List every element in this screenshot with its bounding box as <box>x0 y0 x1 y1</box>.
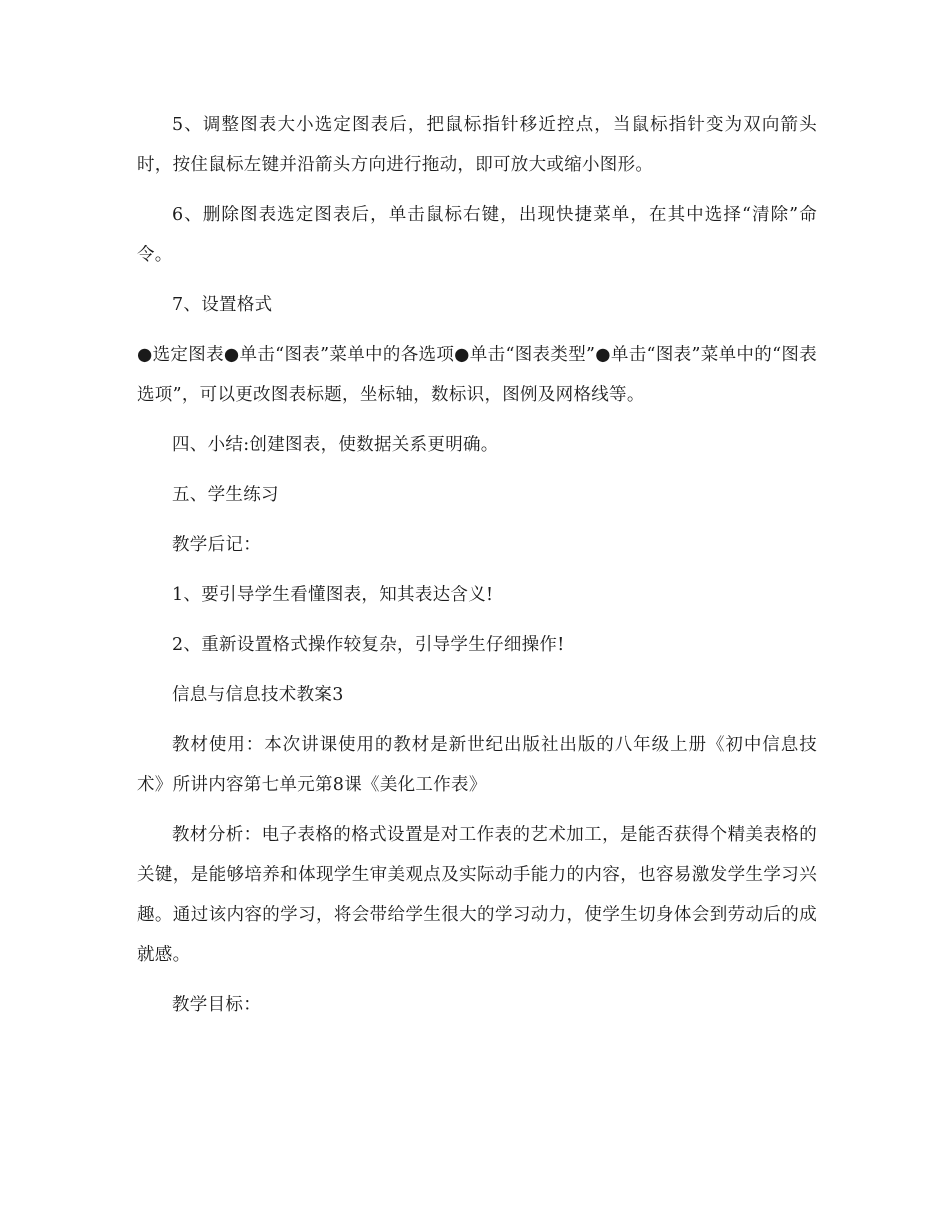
paragraph-set-format-heading: 7、设置格式 <box>172 295 273 315</box>
paragraph-note-1: 1、要引导学生看懂图表，知其表达含义! <box>172 585 494 605</box>
paragraph-format-steps: ●选定图表●单击“图表”菜单中的各选项●单击“图表类型”●单击“图表”菜单中的“图表选项”，可以更改图表标题，坐标轴，数标识，图例及网格线等。 <box>137 345 817 405</box>
paragraph-lesson-title: 信息与信息技术教案3 <box>172 685 344 705</box>
document-body <box>137 105 817 1035</box>
paragraph-teaching-objectives: 教学目标： <box>172 995 261 1015</box>
paragraph-textbook-analysis: 教材分析：电子表格的格式设置是对工作表的艺术加工，是能否获得个精美表格的关键，是能够培养和体现学生审美观点及实际动手能力的内容，也容易激发学生学习兴趣。通过该内容的学习，将会带给学生很大的学习动力，使学生切身体会到劳动后的成就感。 <box>137 825 817 965</box>
paragraph-student-practice: 五、学生练习 <box>172 485 279 505</box>
paragraph-resize-chart: 5、调整图表大小选定图表后，把鼠标指针移近控点，当鼠标指针变为双向箭头时，按住鼠标左键并沿箭头方向进行拖动，即可放大或缩小图形。 <box>137 115 817 175</box>
paragraph-teaching-notes-heading: 教学后记： <box>172 535 261 555</box>
paragraph-textbook-usage: 教材使用：本次讲课使用的教材是新世纪出版社出版的八年级上册《初中信息技术》所讲内容第七单元第8课《美化工作表》 <box>137 735 817 795</box>
paragraph-note-2: 2、重新设置格式操作较复杂，引导学生仔细操作! <box>172 635 565 655</box>
paragraph-summary: 四、小结:创建图表，使数据关系更明确。 <box>172 435 499 455</box>
paragraph-delete-chart: 6、删除图表选定图表后，单击鼠标右键，出现快捷菜单，在其中选择“清除”命令。 <box>137 205 817 265</box>
